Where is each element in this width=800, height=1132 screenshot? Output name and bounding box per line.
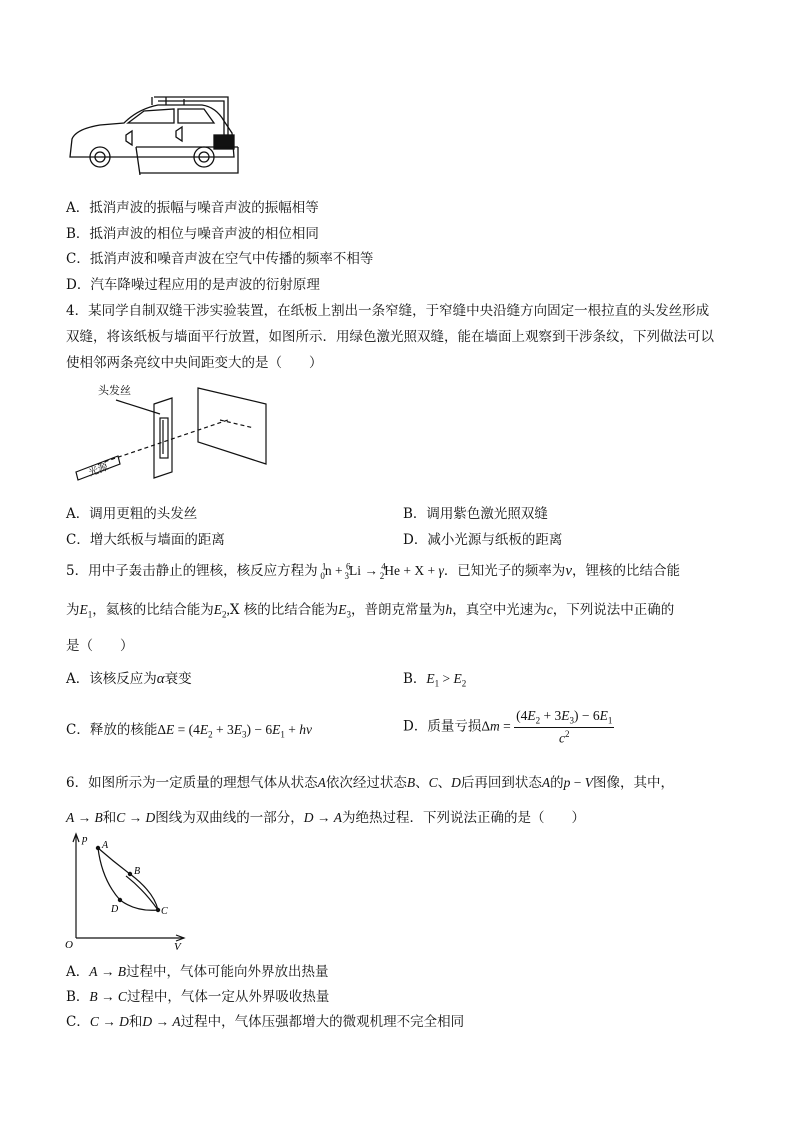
car-noise-figure — [66, 95, 246, 175]
q3-option-d: D．汽车降噪过程应用的是声波的衍射原理 — [66, 277, 320, 293]
q4-stem-line1: 4．某同学自制双缝干涉实验装置，在纸板上割出一条窄缝，于窄缝中央沿缝方向固定一根拉直的头发丝形成 — [66, 303, 710, 319]
q3-option-c: C．抵消声波和噪音声波在空气中传播的频率不相等 — [66, 251, 374, 267]
pv-point-c: C — [161, 906, 168, 917]
q6-option-a: A．A → B过程中，气体可能向外界放出热量 — [66, 964, 329, 980]
pv-point-d: D — [111, 904, 119, 915]
double-slit-figure — [70, 380, 280, 490]
pv-point-b: B — [134, 866, 141, 877]
q5-stem-line1: 5．用中子轰击静止的锂核，核反应方程为 $^1_0$n + $^6_3$Li → $^4_2$He + X + γ．已知光子的频率为ν，锂核的比结合能 — [66, 561, 680, 581]
q3-option-a: A．抵消声波的振幅与噪音声波的振幅相等 — [66, 200, 319, 216]
q6-option-c: C．C → D和D → A过程中，气体压强都增大的微观机理不完全相同 — [66, 1014, 465, 1030]
q3-option-b: B．抵消声波的相位与噪音声波的相位相同 — [66, 226, 319, 242]
q4-option-c: C．增大纸板与墙面的距离 — [66, 532, 225, 548]
q4-stem-line2: 双缝，将该纸板与墙面平行放置，如图所示．用绿色激光照双缝，能在墙面上观察到干涉条纹，下列做法可以 — [66, 329, 714, 345]
q4-option-a: A．调用更粗的头发丝 — [66, 506, 198, 522]
q5-option-a: A．该核反应为α衰变 — [66, 671, 192, 687]
q6-stem-line1: 6．如图所示为一定质量的理想气体从状态A依次经过状态B、C、D后再回到状态A的p − V图像，其中， — [66, 775, 674, 791]
q5-option-c: C．释放的核能$\Delta E = (4E_2 + 3E_3) - 6E_1 + h\nu$ — [66, 722, 312, 740]
pv-origin: O — [65, 939, 73, 950]
q4-option-b: B．调用紫色激光照双缝 — [403, 506, 548, 522]
q4-stem-line3: 使相邻两条亮纹中央间距变大的是（ ） — [66, 355, 323, 371]
pv-diagram-figure — [64, 830, 194, 950]
pv-axis-p: p — [82, 833, 88, 845]
hair-label: 头发丝 — [98, 385, 131, 397]
q5-stem-line2: 为$E_1$，氦核的比结合能为$E_2,X$ 核的比结合能为$E_3$，普朗克常量为h，真空中光速为c，下列说法中正确的 — [66, 602, 675, 620]
source-label: 光源 — [87, 461, 110, 479]
q5-option-b: B．$E_1 > E_2$ — [403, 671, 467, 689]
q5-option-d: D．质量亏损Δm = $\frac{(4E_2 + 3E_3) - 6E_1}{c^2}$ — [403, 708, 613, 746]
q5-stem-line3: 是（ ） — [66, 638, 134, 654]
q6-option-b: B．B → C过程中，气体一定从外界吸收热量 — [66, 989, 330, 1005]
pv-point-a: A — [102, 840, 109, 851]
q4-option-d: D．减小光源与纸板的距离 — [403, 532, 563, 548]
pv-axis-v: V — [174, 941, 181, 950]
q6-stem-line2: A → B和C → D图线为双曲线的一部分，D → A为绝热过程．下列说法正确的是（ ） — [66, 810, 586, 826]
